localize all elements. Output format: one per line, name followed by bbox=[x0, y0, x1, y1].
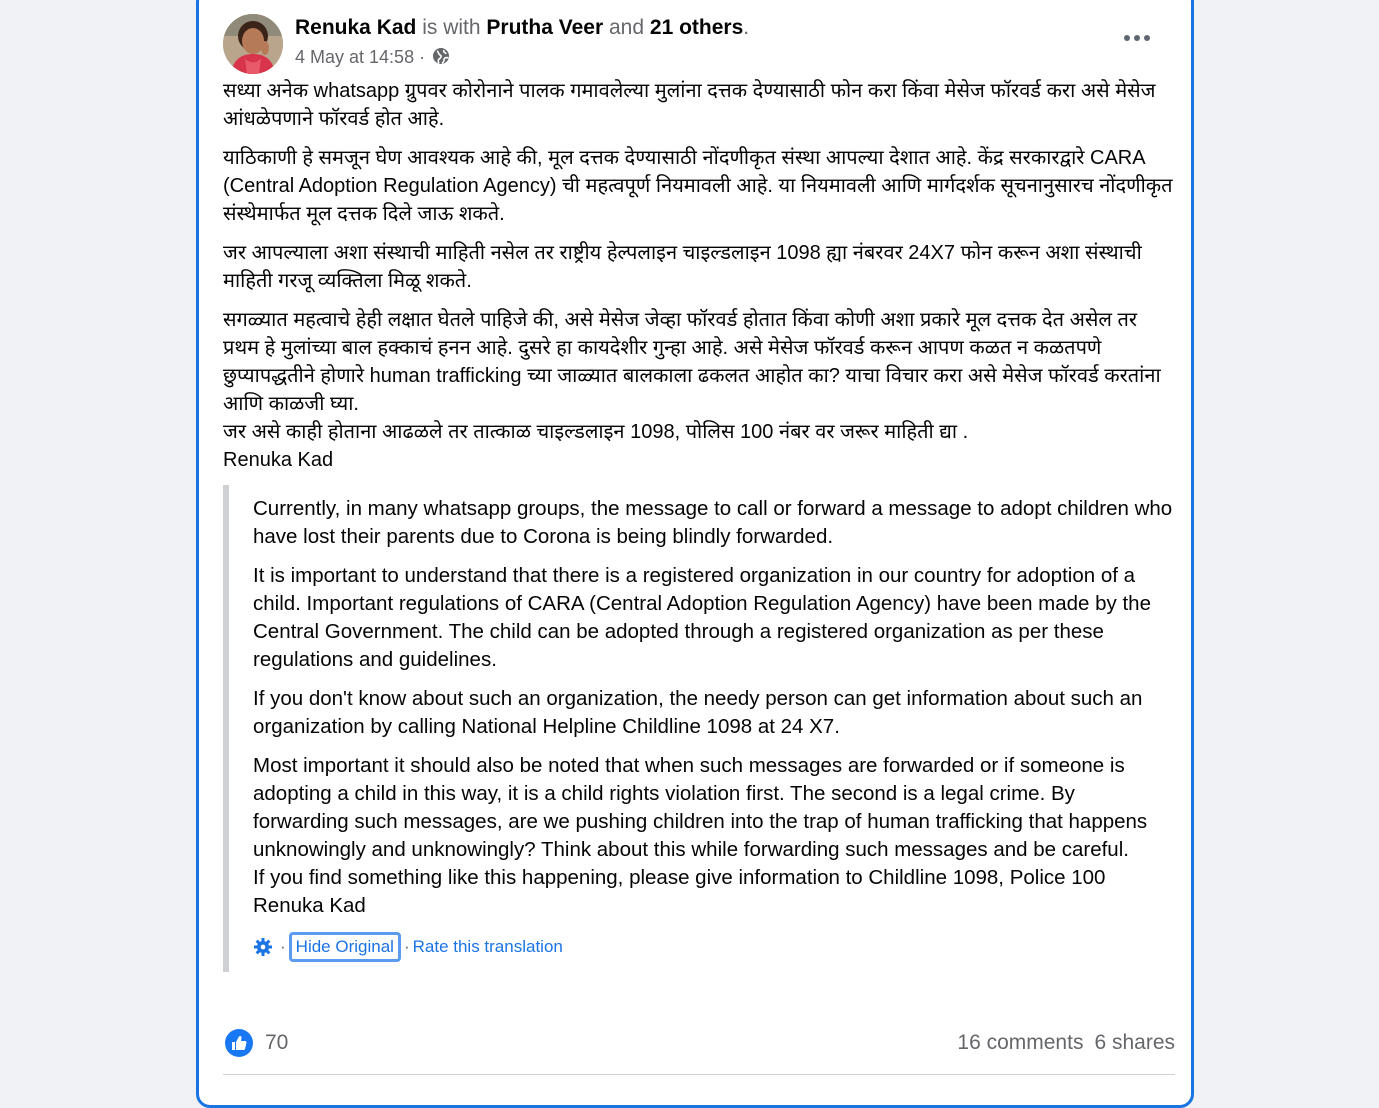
post-meta bbox=[295, 46, 450, 70]
translation-signature: Renuka Kad bbox=[253, 894, 366, 917]
footer-divider bbox=[223, 1074, 1175, 1075]
rate-translation-link[interactable]: Rate this translation bbox=[412, 937, 563, 956]
translation-separator-2: · bbox=[403, 937, 410, 956]
author-avatar[interactable] bbox=[223, 14, 283, 74]
translation-paragraph-4: Most important it should also be noted that when such messages are forwarded or if someone is adopting a child in this way, it is a child rights violation first. The second is a legal crime. By forwarding such messages, are we pushing children into the trap of human trafficking that happens unknowingly and unknowingly? Think about this while forwarding such messages and be careful. bbox=[253, 754, 1148, 861]
translation-paragraph-1: Currently, in many whatsapp groups, the message to call or forward a message to adopt children who have lost their parents due to Corona is being blindly forwarded. bbox=[253, 497, 1173, 548]
tagged-others[interactable]: 21 others bbox=[649, 16, 744, 39]
original-paragraph-1: सध्या अनेक whatsapp ग्रुपवर कोरोनाने पालक गमावलेल्या मुलांना दत्तक देण्यासाठी फोन करा किंवा मेसेज फॉरवर्ड करा असे मेसेज आंधळेपणाने फॉरवर्ड होत आहे. bbox=[223, 80, 1156, 130]
engagement-stats bbox=[957, 1031, 1175, 1055]
more-options-icon[interactable] bbox=[1117, 23, 1157, 53]
avatar-image bbox=[223, 14, 283, 74]
globe-icon[interactable] bbox=[432, 47, 450, 70]
translation-actions bbox=[253, 932, 1175, 962]
author-line bbox=[295, 15, 749, 41]
tagged-person[interactable]: Prutha Veer bbox=[486, 16, 604, 39]
post-footer bbox=[223, 1027, 1175, 1063]
post-card bbox=[196, 0, 1194, 1108]
author-line-period: . bbox=[743, 16, 750, 39]
like-count[interactable]: 70 bbox=[265, 1031, 289, 1054]
gear-icon[interactable] bbox=[253, 937, 273, 957]
post-timestamp[interactable]: 4 May at 14:58 bbox=[295, 47, 415, 67]
original-paragraph-4: सगळ्यात महत्वाचे हेही लक्षात घेतले पाहिजे की, असे मेसेज जेव्हा फॉरवर्ड होतात किंवा कोणी अशा प्रकारे मूल दत्तक देत असेल तर प्रथम हे मुलांच्या बाल हक्काचं हनन आहे. दुसरे हा कायदेशीर गुन्हा आहे. असे मेसेज फॉरवर्ड करून आपण कळत न कळतपणे छुप्यापद्धतीने होणारे human trafficking च्या जाळ्यात बालकाला ढकलत आहोत का? याचा विचार करा असे मेसेज फॉरवर्ड करतांना आणि काळजी घ्या. bbox=[223, 309, 1161, 415]
original-paragraph-3: जर आपल्याला अशा संस्थाची माहिती नसेल तर राष्ट्रीय हेल्पलाइन चाइल्डलाइन 1098 ह्या नंबरवर 24X7 फोन करून अशा संस्थाची माहिती गरजू व्यक्तिला मिळू शकते. bbox=[223, 242, 1142, 292]
original-paragraph-5: जर असे काही होताना आढळले तर तात्काळ चाइल्डलाइन 1098, पोलिस 100 नंबर वर जरूर माहिती द्या . bbox=[223, 421, 969, 443]
shares-count[interactable]: 6 shares bbox=[1094, 1031, 1175, 1054]
original-paragraph-2: याठिकाणी हे समजून घेण आवश्यक आहे की, मूल दत्तक देण्यासाठी नोंदणीकृत संस्था आपल्या देशात आहे. केंद्र सरकारद्वारे CARA (Central Adoption Regulation Agency) ची महत्वपूर्ण नियमावली आहे. या नियमावली आणि मार्गदर्शक सूचनानुसारच नोंदणीकृत संस्थेमार्फत मूल दत्तक दिले जाऊ शकते. bbox=[223, 147, 1173, 225]
translation-paragraph-5: If you find something like this happening, please give information to Childline 1098, Police 100 bbox=[253, 866, 1106, 889]
is-with-text: is with bbox=[422, 16, 481, 39]
translation-block bbox=[223, 485, 1175, 972]
comments-count[interactable]: 16 comments bbox=[957, 1031, 1084, 1054]
post-original-text bbox=[223, 77, 1175, 474]
like-icon[interactable] bbox=[225, 1029, 253, 1057]
original-signature: Renuka Kad bbox=[223, 449, 334, 471]
author-name[interactable]: Renuka Kad bbox=[295, 16, 417, 39]
post-header bbox=[223, 13, 1167, 75]
translation-paragraph-3: If you don't know about such an organization, the needy person can get information about such an organization by calling National Helpline Childline 1098 at 24 X7. bbox=[253, 687, 1143, 738]
translation-paragraph-2: It is important to understand that there is a registered organization in our country for adoption of a child. Important regulations of CARA (Central Adoption Regulation Agency) have been made by the Central Government. The child can be adopted through a registered organization as per these regulations and guidelines. bbox=[253, 564, 1151, 671]
meta-separator: · bbox=[419, 47, 426, 67]
and-text: and bbox=[609, 16, 645, 39]
translation-separator-1: · bbox=[280, 937, 286, 956]
hide-original-link[interactable]: Hide Original bbox=[289, 932, 401, 962]
